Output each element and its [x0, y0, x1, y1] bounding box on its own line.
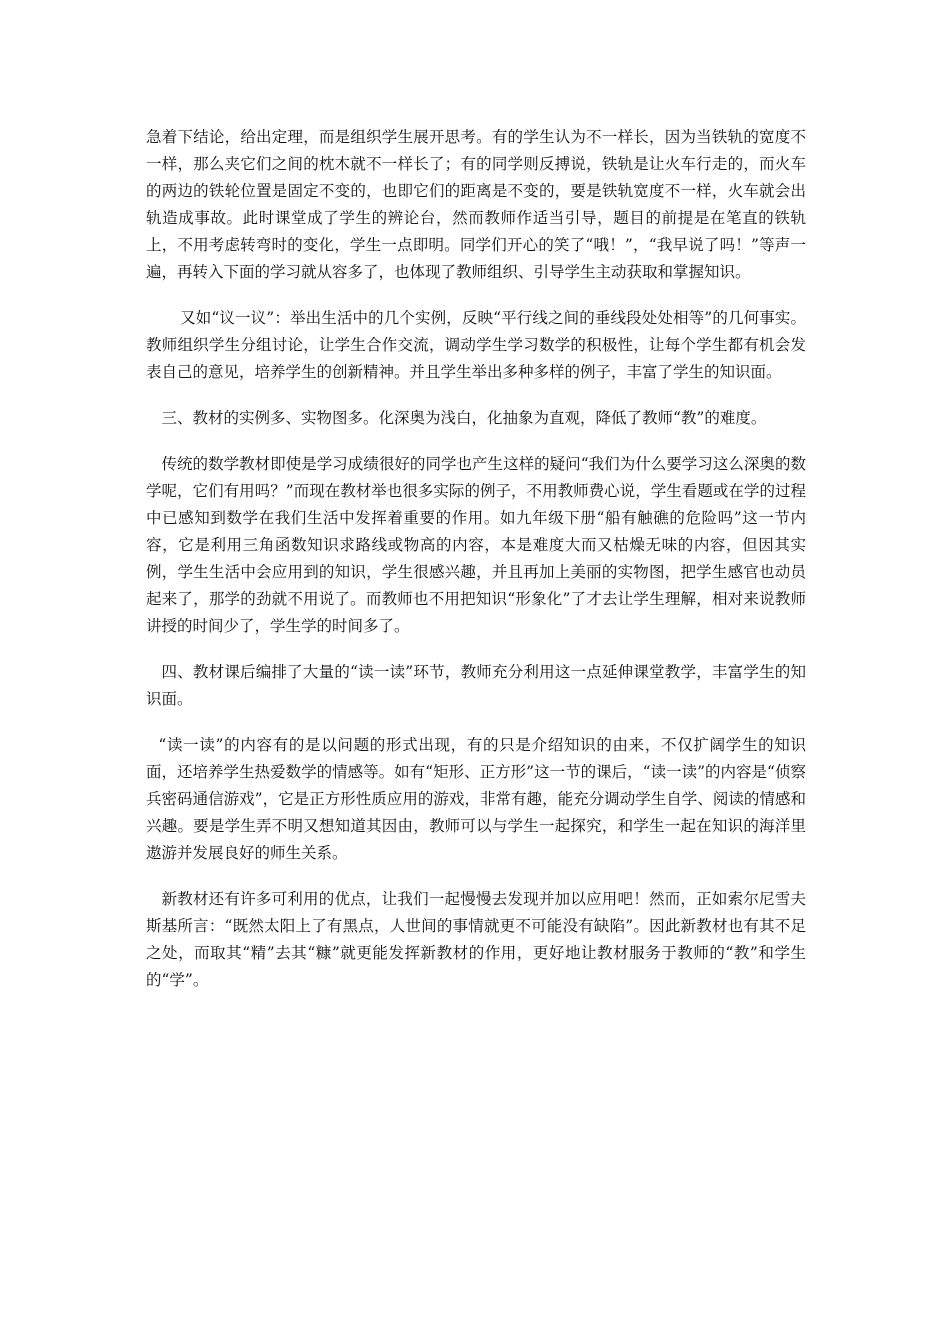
paragraph-examples: 传统的数学教材即使是学习成绩很好的同学也产生这样的疑问“我们为什么要学习这么深奥的数学呢，它们有用吗？”而现在教材举也很多实际的例子，不用教师费心说，学生看题或在学的过程中已感知到数学在我们生活中发挥着重要的作用。如九年级下册“船有触礁的危险吗”这一节内容，它是利用三角函数知识求路线或物高的内容，本是难度大而又枯燥无味的内容，但因其实例，学生生活中会应用到的知识，学生很感兴趣，并且再加上美丽的实物图，把学生感官也动员起来了，那学的劲就不用说了。而教师也不用把知识“形象化”了才去让学生理解，相对来说教师讲授的时间少了，学生学的时间多了。 — [146, 455, 806, 635]
paragraph-debate: 急着下结论，给出定理，而是组织学生展开思考。有的学生认为不一样长，因为当铁轨的宽度不一样，那么夹它们之间的枕木就不一样长了；有的同学则反搏说，铁轨是让火车行走的，而火车的两边的铁轮位置是固定不变的，也即它们的距离是不变的，要是铁轨宽度不一样，火车就会出轨造成事故。此时课堂成了学生的辨论台，然而教师作适当引导，题目的前提是在笔直的铁轨上，不用考虑转弯时的变化，学生一点即明。同学们开心的笑了“哦！”，“我早说了吗！”等声一遍，再转入下面的学习就从容多了，也体现了教师组织、引导学生主动获取和掌握知识。 — [146, 128, 806, 281]
paragraph-discuss: 又如“议一议”：举出生活中的几个实例，反映“平行线之间的垂线段处处相等”的几何事实。教师组织学生分组讨论，让学生合作交流，调动学生学习数学的积极性，让每个学生都有机会发表自己的意见，培养学生的创新精神。并且学生举出多种多样的例子，丰富了学生的知识面。 — [146, 309, 806, 381]
document-body — [146, 124, 806, 1013]
paragraph-section-three-heading: 三、教材的实例多、实物图多。化深奥为浅白，化抽象为直观，降低了教师“教”的难度。 — [161, 409, 767, 427]
paragraph-reading: “读一读”的内容有的是以问题的形式出现，有的只是介绍知识的由来，不仅扩阔学生的知识面，还培养学生热爱数学的情感等。如有“矩形、正方形”这一节的课后，“读一读”的内容是“侦察兵密码通信游戏”，它是正方形性质应用的游戏，非常有趣，能充分调动学生自学、阅读的情感和兴趣。要是学生弄不明又想知道其因由，教师可以与学生一起探究，和学生一起在知识的海洋里遨游并发展良好的师生关系。 — [146, 736, 806, 862]
paragraph-section-four-heading: 四、教材课后编排了大量的“读一读”环节，教师充分利用这一点延伸课堂教学，丰富学生的知识面。 — [146, 663, 806, 708]
paragraph-conclusion: 新教材还有许多可利用的优点，让我们一起慢慢去发现并加以应用吧！然而，正如索尔尼雪夫斯基所言：“既然太阳上了有黑点，人世间的事情就更不可能没有缺陷”。因此新教材也有其不足之处，而取其“精”去其“糠”就更能发挥新教材的作用，更好地让教材服务于教师的“教”和学生的“学”。 — [146, 890, 806, 989]
